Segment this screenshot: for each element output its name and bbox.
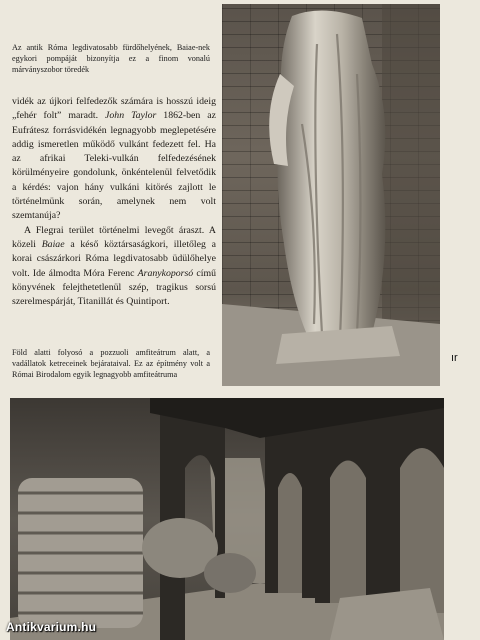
place-name: Baiae	[41, 238, 65, 250]
statue-image	[222, 4, 440, 386]
amphitheatre-caption: Föld alatti folyosó a pozzuoli amfiteátrum alatt, a vadállatok ketreceinek bejárataival. Ez az építmény volt a Római Birodalom egyik legnagyobb amfiteátruma	[12, 348, 210, 379]
p1-text-a: vidék az újkori felfedezők számára is hosszú ideig „fehér folt” maradt.	[12, 96, 216, 122]
page-edge-mark: ır	[451, 352, 458, 364]
body-text	[12, 95, 216, 309]
author-name: John Taylor	[105, 110, 157, 122]
paragraph-1	[12, 95, 216, 224]
p2-text-a: A Flegrai terület történelmi levegőt áraszt. A közeli	[12, 224, 216, 250]
corridor-image	[10, 398, 444, 640]
watermark-logo: Antikvarium.hu	[6, 620, 97, 634]
p2-text-c: című könyvének felejthetetlenül szép, tragikus sorsú szerelmespárját, Titanillát és Quintiport.	[12, 267, 216, 308]
p1-text-b: 1862-ben az Eufrátesz forrásvidékén legnagyobb meglepetésére addig ismeretlen működő vulkánt fedezett fel. Ha az afrikai Teleki-vulkán felfedezésének körülményeire gondolunk, önkéntelenül felvetődik a kérdés: vajon hány vulkáni kitörés zajlott le történelmünk során, amelynek nem volt szemtanúja?	[12, 110, 216, 222]
statue-photo	[222, 4, 440, 386]
book-title: Aranykoporsó	[137, 267, 194, 279]
p2-text-b: a késő köztársaságkori, illetőleg a korai császárkori Róma legdivatosabb üdülőhelye volt. Ide álmodta Móra Ferenc	[12, 238, 217, 279]
amphitheatre-photo	[10, 398, 444, 640]
statue-caption: Az antik Róma legdivatosabb fürdőhelyének, Baiae-nek egykori pompáját bizonyítja ez a finom vonalú márványszobor töredék	[12, 43, 210, 74]
paragraph-2	[12, 224, 216, 310]
